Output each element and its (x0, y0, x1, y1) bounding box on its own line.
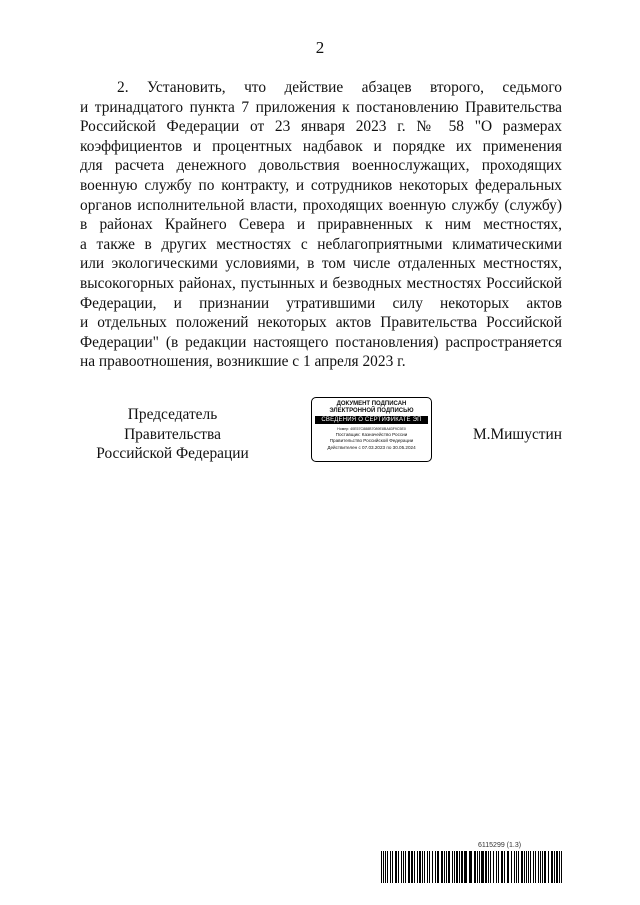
text-line: военную службу по контракту, и сотрудников некоторых федеральных (80, 176, 562, 194)
document-code: 6115299 (1.3) (478, 842, 522, 849)
barcode (381, 851, 563, 883)
text-line: Федерации" (в редакции настоящего постановления) распространяется (80, 333, 562, 351)
text-line: на правоотношения, возникшие с 1 апреля 2023 г. (80, 353, 406, 371)
text-line: и тринадцатого пункта 7 приложения к постановлению Правительства (80, 98, 562, 116)
text-line: в районах Крайнего Севера и приравненных к ним местностях, (80, 216, 562, 234)
text-line: для расчета денежного довольствия военнослужащих, проходящих (80, 157, 562, 175)
signer-title-line1: Председатель Правительства (124, 406, 221, 443)
stamp-header: СВЕДЕНИЯ О СЕРТИФИКАТЕ ЭП (315, 416, 428, 424)
signer-title (80, 405, 265, 464)
electronic-signature-stamp (311, 397, 432, 462)
text-line: органов исполнительной власти, проходящих военную службу (службу) (80, 196, 562, 214)
text-line: Федерации, и признании утратившими силу некоторых актов (80, 294, 562, 312)
text-line: Российской Федерации от 23 января 2023 г. № 58 "О размерах (80, 118, 562, 136)
stamp-line1: ДОКУМЕНТ ПОДПИСАН (336, 401, 407, 407)
signer-name: М.Мишустин (472, 426, 562, 443)
stamp-cert-number: Номер: 40E57C888B7089E8BA83F9C5E0 (337, 427, 406, 431)
page-number: 2 (315, 38, 325, 57)
text-line: или экологическими условиями, в том числе отдаленных местностях, (80, 255, 562, 273)
text-line: 2. Установить, что действие абзацев второго, седьмого (117, 79, 562, 96)
body-paragraph (80, 78, 562, 372)
text-line: и отдельных положений некоторых актов Правительства Российской (80, 314, 562, 332)
text-line: коэффициентов и процентных надбавок и порядке их применения (80, 137, 562, 155)
stamp-validity: Действителен с 07.03.2023 по 30.05.2024 (327, 444, 416, 450)
text-line: высокогорных районах, пустынных и безводных местностях Российской (80, 274, 562, 292)
stamp-supplier: Поставщик: Казначейство России (335, 432, 408, 438)
text-line: а также в других местностях с неблагоприятными климатическими (80, 235, 562, 253)
signer-title-line2: Российской Федерации (96, 445, 249, 463)
stamp-line2: ЭЛЕКТРОННОЙ ПОДПИСЬЮ (329, 408, 414, 414)
stamp-owner: Правительство Российской Федерации (329, 438, 414, 444)
